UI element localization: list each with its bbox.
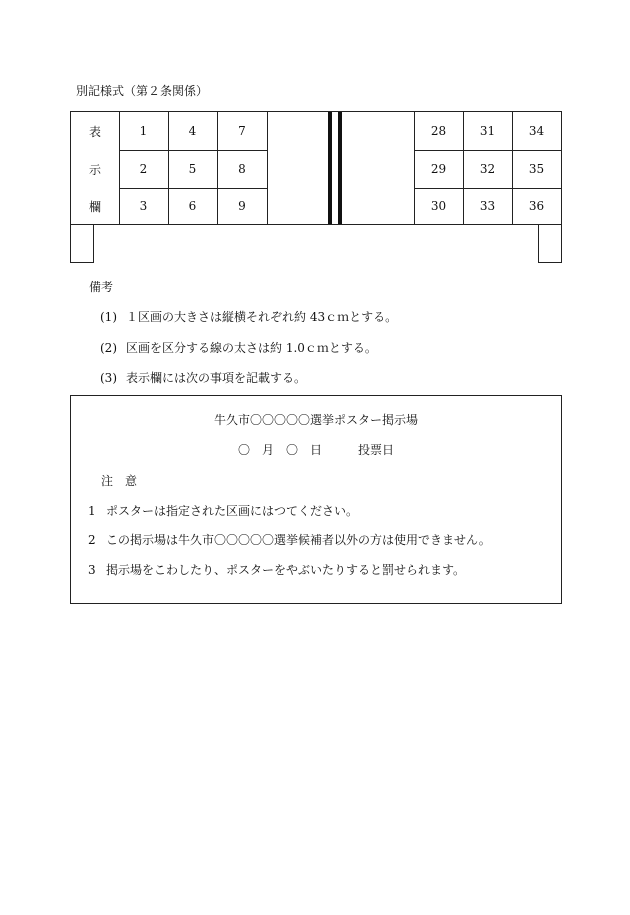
sign-item-number: 1 xyxy=(88,504,96,518)
section-number: 7 xyxy=(238,124,246,138)
remarks-title: 備考 xyxy=(89,280,114,294)
section-number: 36 xyxy=(528,199,545,213)
section-number: 8 xyxy=(238,162,246,176)
section-number: 9 xyxy=(238,199,246,213)
grid-line xyxy=(267,112,268,224)
sign-item xyxy=(88,561,465,578)
section-number: 30 xyxy=(430,199,447,213)
section-number: 31 xyxy=(479,124,496,138)
form-heading: 別記様式（第２条関係） xyxy=(76,84,209,98)
section-number: 2 xyxy=(139,162,148,176)
note-text: １区画の大きさは縦横それぞれ約 43ｃｍとする。 xyxy=(126,310,398,324)
note-text: 区画を区分する線の太さは約 1.0ｃｍとする。 xyxy=(126,341,377,355)
separator-line xyxy=(328,112,332,224)
note-item xyxy=(100,369,306,386)
sign-item-number: 2 xyxy=(88,533,96,547)
sign-item-text: 掲示場をこわしたり、ポスターをやぶいたりすると罰せられます。 xyxy=(106,563,466,577)
note-item xyxy=(100,339,377,356)
sign-item-number: 3 xyxy=(88,563,96,577)
section-number: 29 xyxy=(430,162,447,176)
sign-title: 牛久市〇〇〇〇〇選挙ポスター掲示場 xyxy=(213,413,418,427)
sign-item xyxy=(88,531,491,548)
note-number: (2) xyxy=(100,341,117,355)
sign-item xyxy=(88,502,358,519)
display-sign-box xyxy=(70,395,562,604)
board-leg-right xyxy=(538,224,562,263)
poster-board-diagram xyxy=(70,111,562,225)
section-number: 4 xyxy=(188,124,197,138)
section-number: 1 xyxy=(139,124,148,138)
sign-item-text: ポスターは指定された区画にはつてください。 xyxy=(106,504,359,518)
section-number: 35 xyxy=(528,162,545,176)
section-number: 3 xyxy=(139,199,148,213)
section-number: 34 xyxy=(528,124,545,138)
section-number: 32 xyxy=(479,162,496,176)
note-text: 表示欄には次の事項を記載する。 xyxy=(126,371,307,385)
separator-line xyxy=(338,112,342,224)
label-char: 表 xyxy=(88,124,101,139)
label-char: 示 xyxy=(88,162,101,177)
note-number: (3) xyxy=(100,371,117,385)
sign-date-line: 〇 月 〇 日 投票日 xyxy=(237,443,394,457)
section-number: 6 xyxy=(188,199,197,213)
sign-item-text: この掲示場は牛久市〇〇〇〇〇選挙候補者以外の方は使用できません。 xyxy=(106,533,491,547)
sign-caution: 注 意 xyxy=(101,474,138,488)
note-item xyxy=(100,308,397,325)
note-number: (1) xyxy=(100,310,117,324)
label-char: 欄 xyxy=(88,199,101,214)
board-leg-left xyxy=(70,224,94,263)
section-number: 28 xyxy=(430,124,447,138)
section-number: 5 xyxy=(188,162,197,176)
section-number: 33 xyxy=(479,199,496,213)
